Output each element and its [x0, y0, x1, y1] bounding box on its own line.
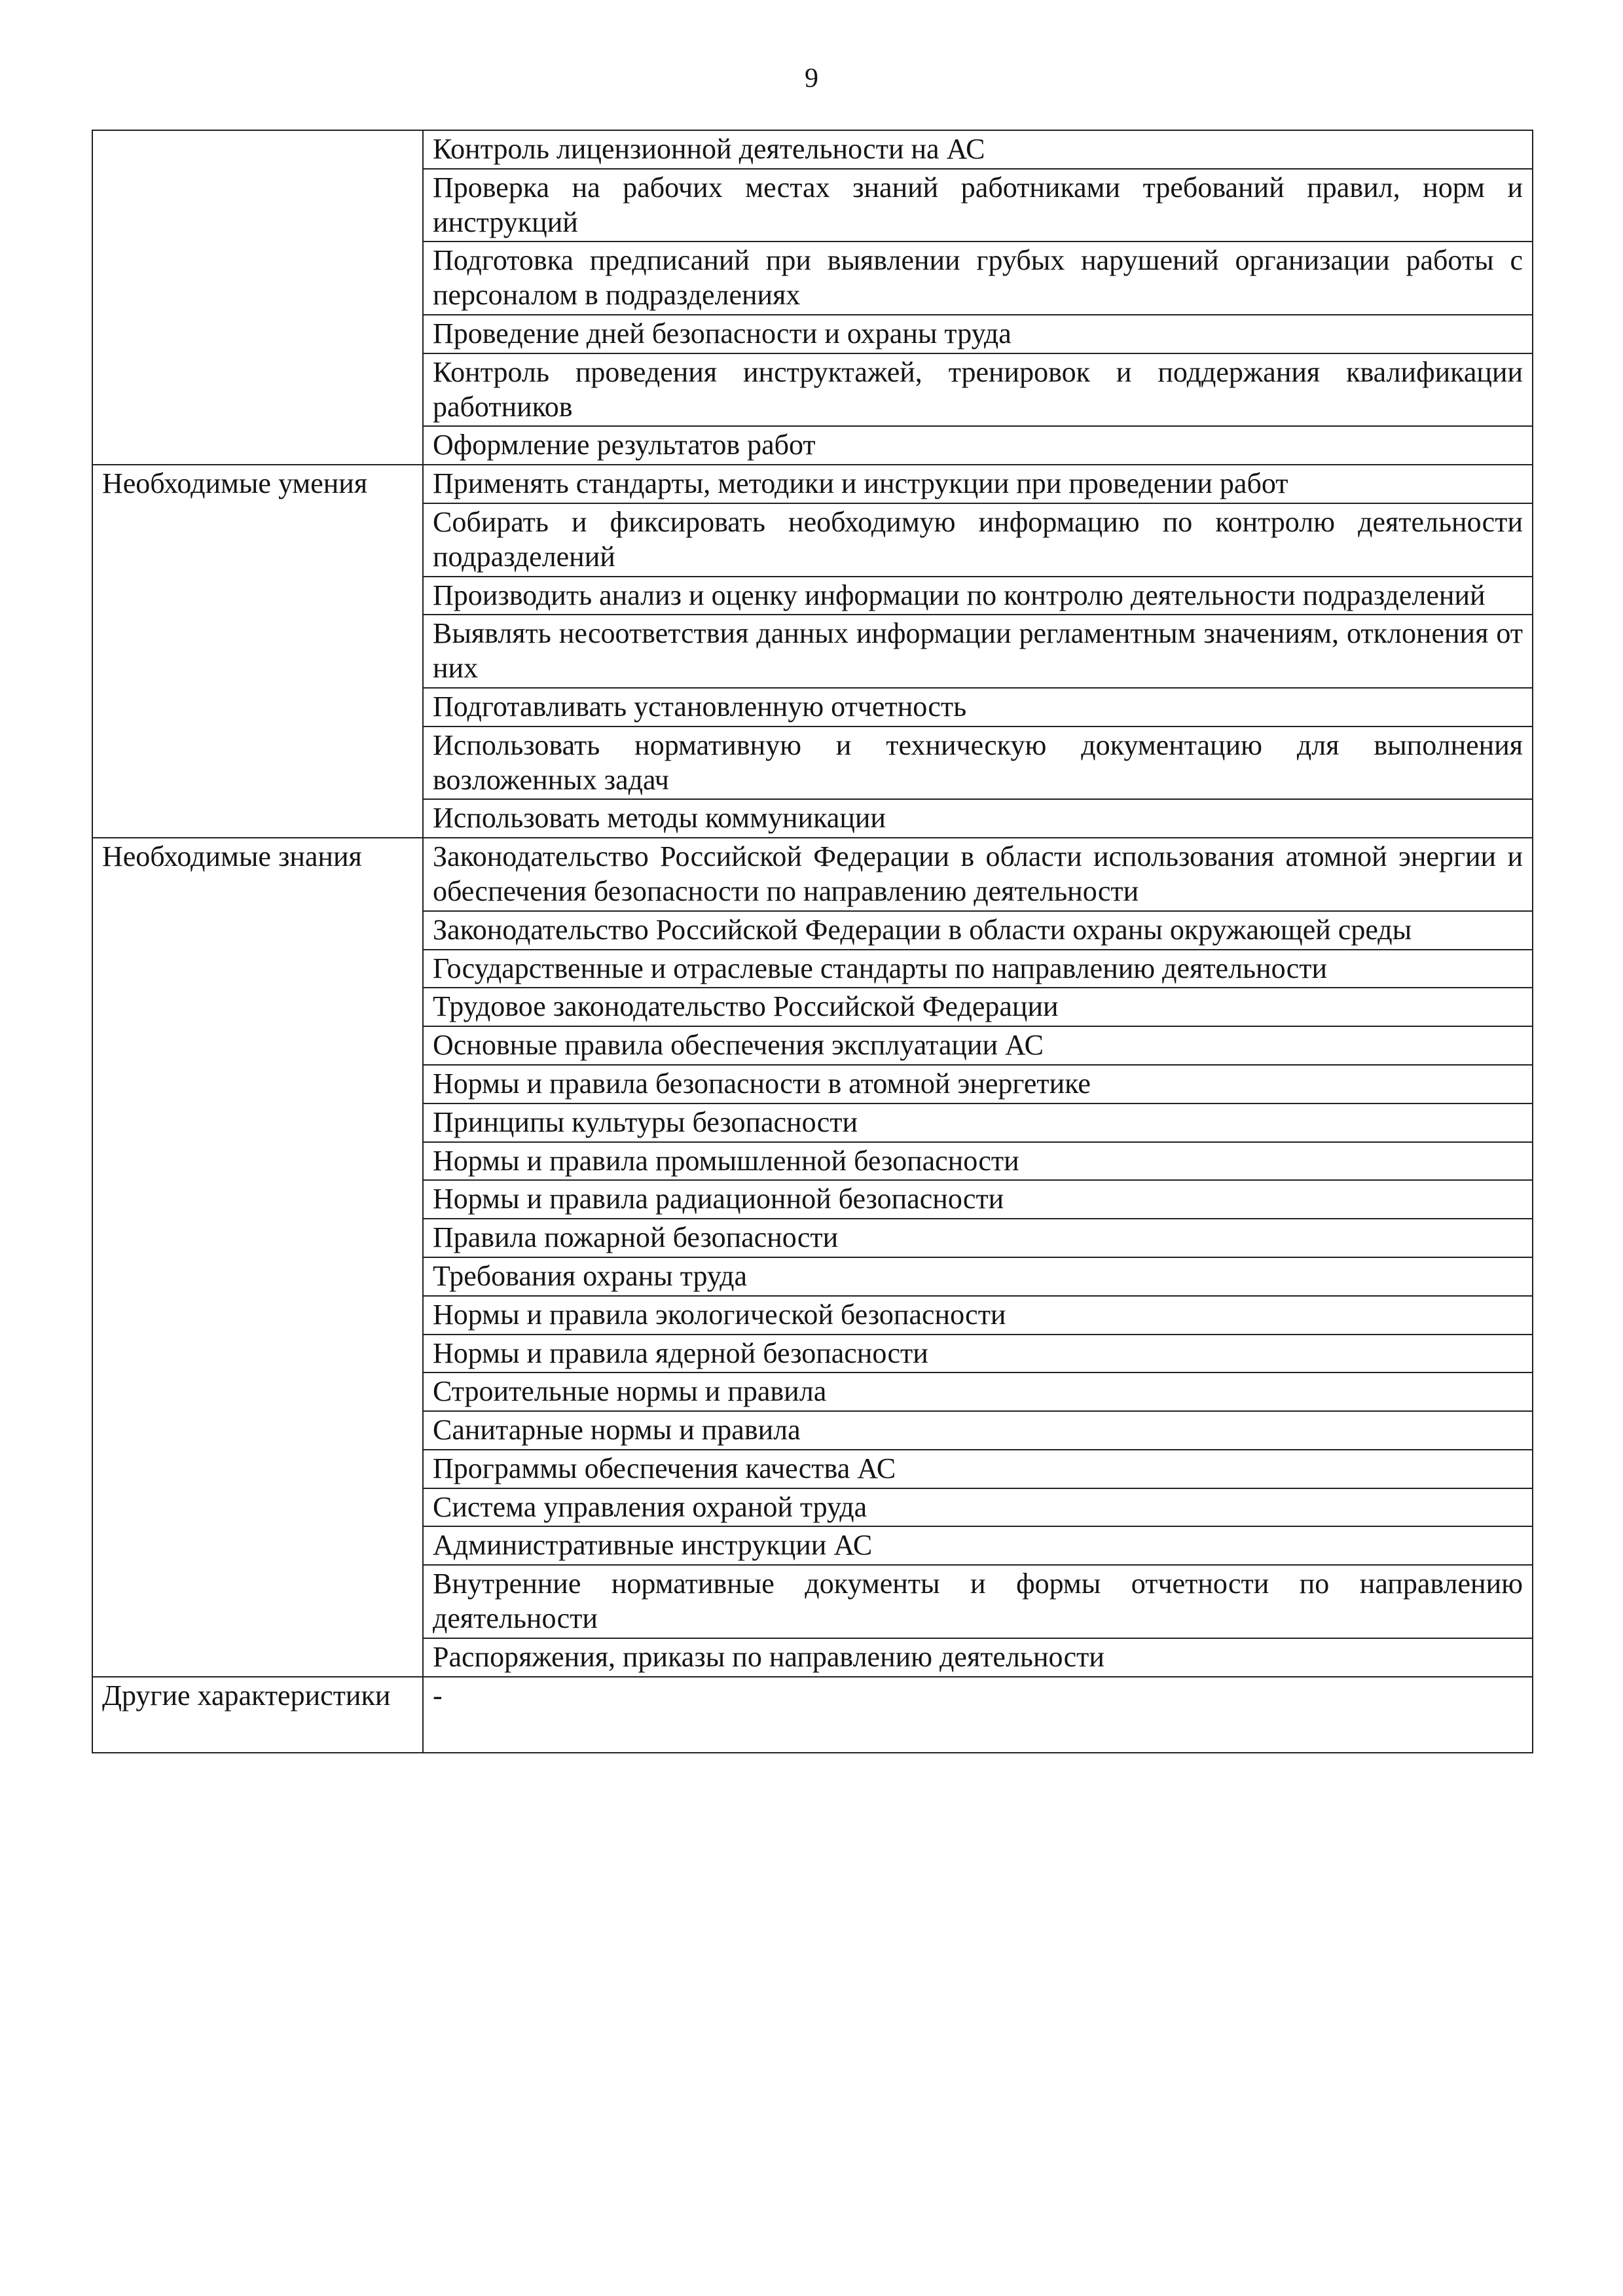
requirement-item: Правила пожарной безопасности: [423, 1219, 1533, 1257]
section-label: [92, 130, 423, 465]
table-body: [92, 130, 1533, 1753]
requirement-item: Требования охраны труда: [423, 1257, 1533, 1296]
requirement-item: Собирать и фиксировать необходимую информацию по контролю деятельности подразделений: [423, 503, 1533, 577]
requirement-item: Государственные и отраслевые стандарты по направлению деятельности: [423, 950, 1533, 988]
requirement-item: Нормы и правила радиационной безопасности: [423, 1180, 1533, 1219]
table-row: [92, 838, 1533, 911]
table-row: [92, 130, 1533, 169]
requirement-item: Законодательство Российской Федерации в области охраны окружающей среды: [423, 911, 1533, 950]
page-number: 9: [805, 63, 818, 94]
requirement-item: Законодательство Российской Федерации в области использования атомной энергии и обеспечения безопасности по направлению деятельности: [423, 838, 1533, 911]
requirement-item: Система управления охраной труда: [423, 1488, 1533, 1527]
requirement-item: Нормы и правила промышленной безопасности: [423, 1142, 1533, 1181]
table-row: [92, 465, 1533, 503]
requirement-item: Нормы и правила экологической безопасности: [423, 1296, 1533, 1335]
requirement-item: Административные инструкции АС: [423, 1526, 1533, 1565]
requirement-item: Выявлять несоответствия данных информации регламентным значениям, отклонения от них: [423, 615, 1533, 688]
requirement-item: Проведение дней безопасности и охраны труда: [423, 315, 1533, 353]
requirement-item: Применять стандарты, методики и инструкции при проведении работ: [423, 465, 1533, 503]
requirement-item: Принципы культуры безопасности: [423, 1103, 1533, 1142]
qualification-table: [92, 130, 1533, 1753]
requirement-item: Оформление результатов работ: [423, 426, 1533, 465]
section-label: Необходимые умения: [92, 465, 423, 838]
requirement-item: Нормы и правила безопасности в атомной энергетике: [423, 1065, 1533, 1103]
requirement-item: Нормы и правила ядерной безопасности: [423, 1335, 1533, 1373]
section-label: Другие характеристики: [92, 1677, 423, 1753]
requirement-item: Использовать нормативную и техническую документацию для выполнения возложенных задач: [423, 726, 1533, 800]
requirement-item: Контроль лицензионной деятельности на АС: [423, 130, 1533, 169]
requirement-item: Основные правила обеспечения эксплуатации АС: [423, 1026, 1533, 1065]
requirement-item: Программы обеспечения качества АС: [423, 1450, 1533, 1488]
requirement-item: Распоряжения, приказы по направлению деятельности: [423, 1638, 1533, 1677]
requirement-item: Контроль проведения инструктажей, тренировок и поддержания квалификации работников: [423, 353, 1533, 427]
requirement-item: Строительные нормы и правила: [423, 1372, 1533, 1411]
requirement-item: Использовать методы коммуникации: [423, 799, 1533, 838]
table-row: [92, 1677, 1533, 1753]
requirement-item: Производить анализ и оценку информации по контролю деятельности подразделений: [423, 577, 1533, 615]
requirement-item: Проверка на рабочих местах знаний работниками требований правил, норм и инструкций: [423, 169, 1533, 242]
requirement-item: -: [423, 1677, 1533, 1753]
requirement-item: Подготавливать установленную отчетность: [423, 688, 1533, 726]
requirement-item: Подготовка предписаний при выявлении грубых нарушений организации работы с персоналом в подразделениях: [423, 242, 1533, 315]
section-label: Необходимые знания: [92, 838, 423, 1677]
requirement-item: Трудовое законодательство Российской Федерации: [423, 988, 1533, 1026]
requirement-item: Внутренние нормативные документы и формы отчетности по направлению деятельности: [423, 1565, 1533, 1638]
requirement-item: Санитарные нормы и правила: [423, 1411, 1533, 1450]
